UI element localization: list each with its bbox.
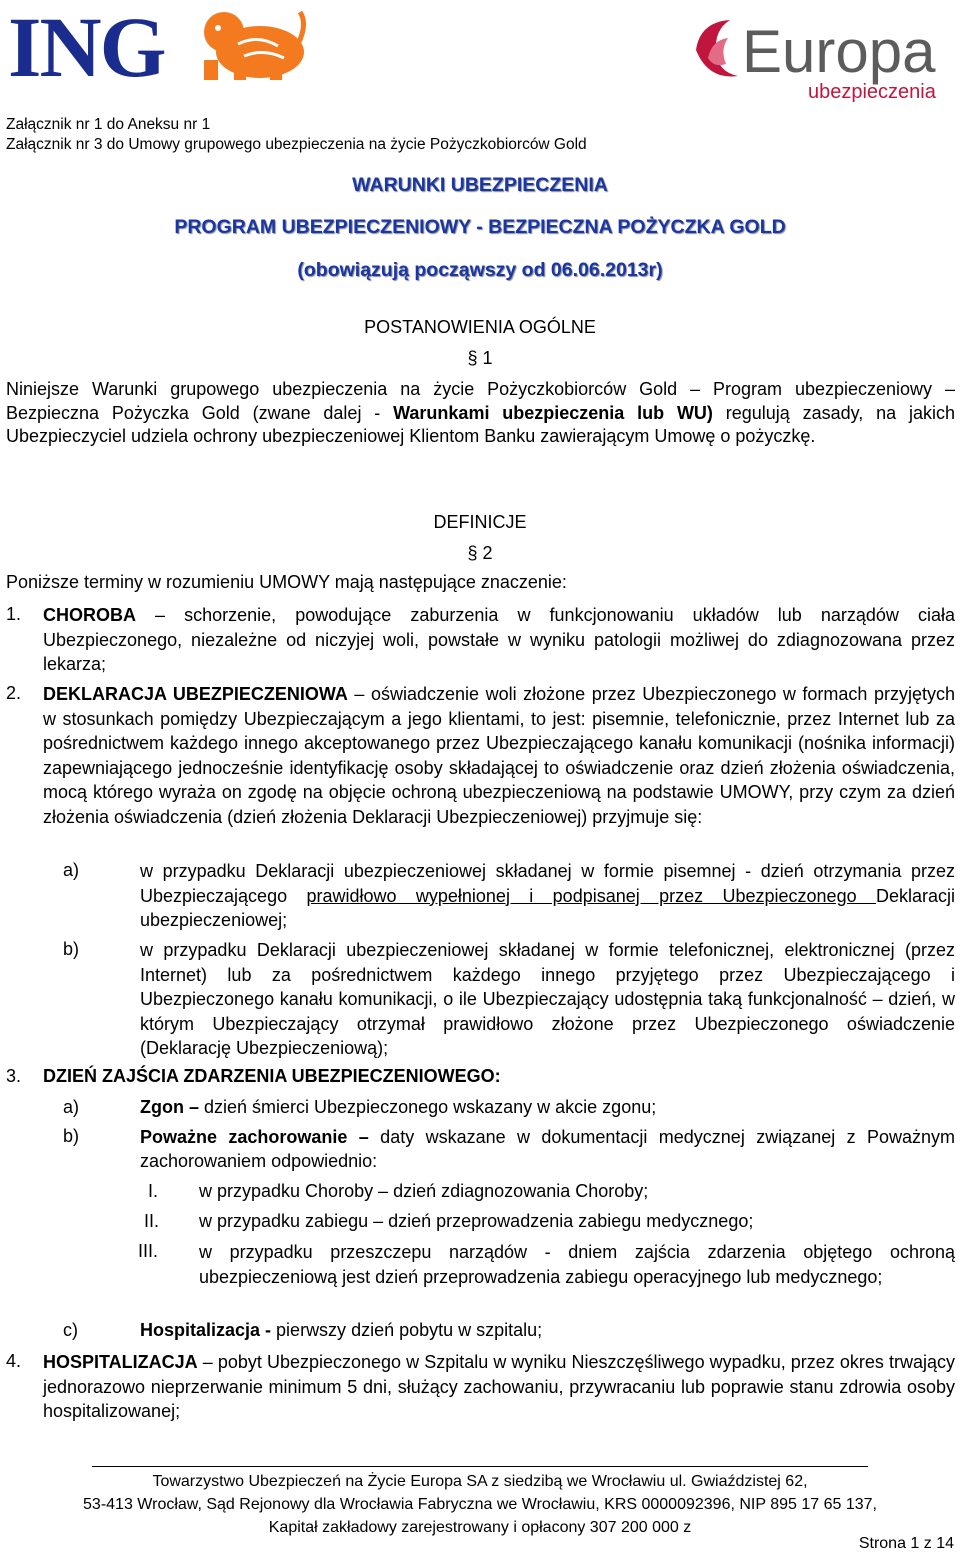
definitions-intro: Poniższe terminy w rozumieniu UMOWY mają następujące znaczenie:	[6, 572, 567, 592]
roman-3-label: III.	[138, 1241, 159, 1261]
annex-line-1: Załącznik nr 1 do Aneksu nr 1	[6, 116, 211, 133]
def-2b-text: w przypadku Deklaracji ubezpieczeniowej składanej w formie telefonicznej, elektronicznej (przez Internet) lub za pośrednictwem każdego innego przyjętego przez Ubezpieczającego i Ubezpieczonego kanału komunikacji, o ile Ubezpieczający udostępnia taką funkcjonalność – dzień, w którym Ubezpieczający otrzymał prawidłowo złożone przez Ubezpieczonego oświadczenie (Deklarację Ubezpieczeniową);	[140, 940, 955, 1058]
validity-date: (obowiązują począwszy od 06.06.2013r)	[297, 259, 663, 281]
europa-logo	[690, 10, 952, 105]
europa-logo-text: Europa	[742, 18, 936, 85]
program-title: PROGRAM UBEZPIECZENIOWY - BEZPIECZNA POŻYCZKA GOLD	[174, 216, 786, 238]
def-3-number: 3.	[6, 1066, 22, 1086]
def-4-hospitalizacja: HOSPITALIZACJA – pobyt Ubezpieczonego w Szpitalu w wyniku Nieszczęśliwego wypadku, przez okres trwający jednorazowo nieprzerwanie minimum 5 dni, służący zachowaniu, przywracaniu lub poprawie stanu zdrowia osoby hospitalizowanej;	[43, 1352, 955, 1421]
ing-logo-text: ING	[8, 4, 165, 84]
europa-swoosh-icon	[696, 20, 738, 76]
def-3c-label: c)	[63, 1320, 78, 1340]
def-2-deklaracja: DEKLARACJA UBEZPIECZENIOWA – oświadczenie woli złożone przez Ubezpieczonego w formach przyjętych w stosunkach pomiędzy Ubezpieczającym a jego klientami, to jest: pisemnie, telefonicznie, przez Internet lub za pośrednictwem każdego innego akceptowanego przez Ubezpieczającego kanału komunikacji (nośnika informacji) zapewniającego jednocześnie identyfikację osoby składającej to oświadczenie oraz dzień złożenia oświadczenia, mocą którego wyraża on zgodę na objęcie ochroną ubezpieczeniową na podstawie UMOWY, przy czym za dzień złożenia oświadczenia (dzień złożenia Deklaracji Ubezpieczeniowej) przyjmuje się:	[43, 684, 955, 827]
ing-logo	[8, 4, 308, 84]
def-3c-text: Hospitalizacja - pierwszy dzień pobytu w szpitalu;	[140, 1320, 543, 1340]
def-3a-label: a)	[63, 1097, 80, 1117]
lion-icon	[204, 12, 304, 80]
def-4-number: 4.	[6, 1351, 22, 1371]
footer-line-3: Kapitał zakładowy zarejestrowany i opłacony 307 200 000 z	[268, 1519, 692, 1536]
def-2a-text: w przypadku Deklaracji ubezpieczeniowej składanej w formie pisemnej - dzień otrzymania przez Ubezpieczającego prawidłowo wypełnionej i podpisanej przez Ubezpieczonego Deklaracji ubezpieczeniowej;	[140, 861, 955, 930]
footer-line-2: 53-413 Wrocław, Sąd Rejonowy dla Wrocławia Fabryczna we Wrocławiu, KRS 0000092396, NIP 895 17 65 137,	[83, 1496, 877, 1513]
section-2: § 2	[467, 543, 493, 563]
def-2-number: 2.	[6, 683, 22, 703]
roman-3-text: w przypadku przeszczepu narządów - dniem zajścia zdarzenia objętego ochroną ubezpieczeniową jest dzień przeprowadzenia zabiegu operacyjnego lub medycznego;	[199, 1242, 955, 1287]
document-title: WARUNKI UBEZPIECZENIA	[352, 174, 608, 196]
roman-2-label: II.	[144, 1211, 160, 1231]
definitions-heading: DEFINICJE	[433, 512, 527, 532]
roman-1-label: I.	[148, 1181, 159, 1201]
def-1-choroba: CHOROBA – schorzenie, powodujące zaburzenia w funkcjonowaniu układów lub narządów ciała Ubezpieczonego, niezależne od niczyjej woli, powstałe w wyniku patologii możliwej do zdiagnozowana przez lekarza;	[43, 605, 955, 674]
section-1: § 1	[467, 348, 493, 368]
roman-2-text: w przypadku zabiegu – dzień przeprowadzenia zabiegu medycznego;	[199, 1211, 754, 1231]
def-3b-label: b)	[63, 1126, 80, 1146]
page-number: Strona 1 z 14	[858, 1535, 954, 1552]
annex-line-2: Załącznik nr 3 do Umowy grupowego ubezpieczenia na życie Pożyczkobiorców Gold	[6, 136, 587, 153]
footer-divider	[92, 1466, 868, 1467]
general-heading: POSTANOWIENIA OGÓLNE	[364, 317, 596, 337]
europa-logo-sub: ubezpieczenia	[808, 81, 936, 103]
footer-line-1: Towarzystwo Ubezpieczeń na Życie Europa SA z siedzibą we Wrocławiu ul. Gwiaździstej 62,	[152, 1473, 808, 1490]
wu-term: Warunkami ubezpieczenia lub WU)	[393, 402, 713, 423]
roman-1-text: w przypadku Choroby – dzień zdiagnozowania Choroby;	[199, 1181, 649, 1201]
def-3-term: DZIEŃ ZAJŚCIA ZDARZENIA UBEZPIECZENIOWEGO:	[43, 1066, 501, 1086]
def-1-number: 1.	[6, 604, 22, 624]
def-2a-label: a)	[63, 860, 80, 880]
def-3a-text: Zgon – dzień śmierci Ubezpieczonego wskazany w akcie zgonu;	[140, 1097, 657, 1117]
def-2b-label: b)	[63, 939, 80, 959]
def-3b-text: Poważne zachorowanie – daty wskazane w dokumentacji medycznej związanej z Poważnym zachorowaniem odpowiednio:	[140, 1127, 955, 1171]
general-paragraph: Niniejsze Warunki grupowego ubezpieczenia na życie Pożyczkobiorców Gold – Program ubezpieczeniowy – Bezpieczna Pożyczka Gold (zwane dalej - Warunkami ubezpieczenia lub WU) regulują zasady, na jakich Ubezpieczyciel udziela ochrony ubezpieczeniowej Klientom Banku zawierającym Umowę o pożyczkę.	[6, 379, 955, 447]
